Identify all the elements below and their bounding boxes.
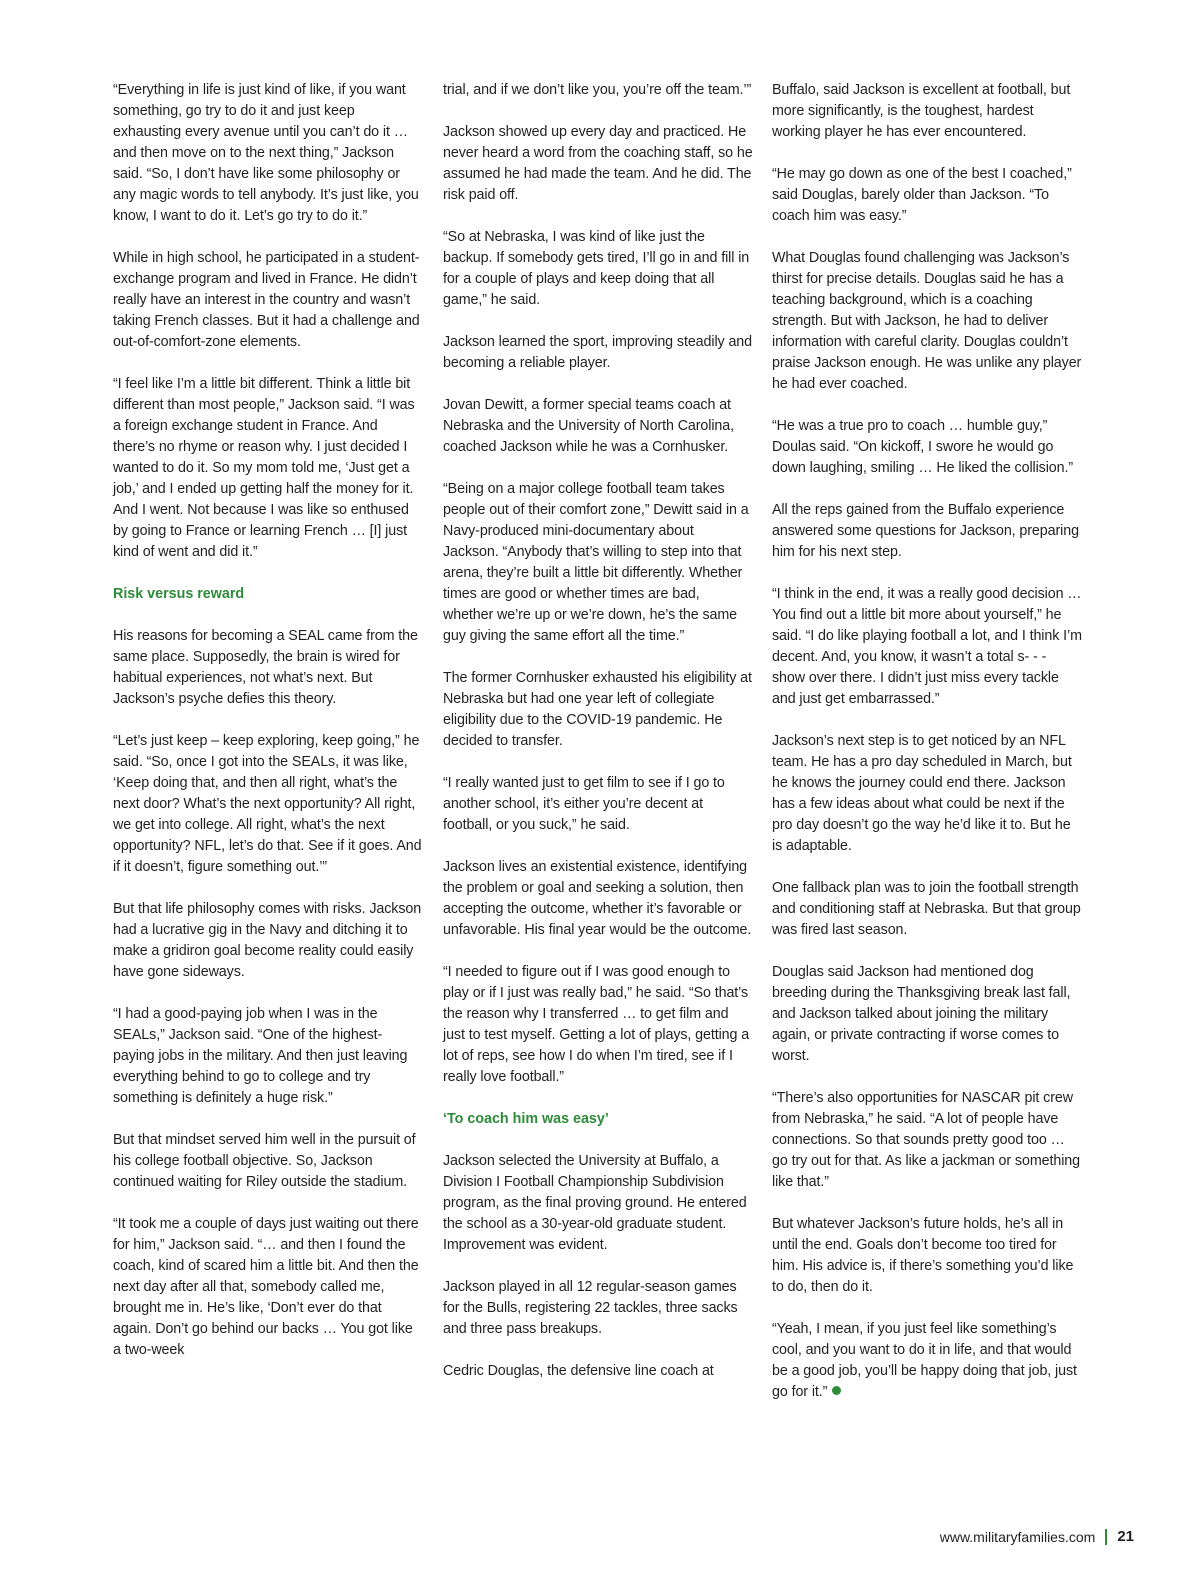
article-column-3 [772, 80, 1082, 1424]
paragraph: “I needed to figure out if I was good enough to play or if I just was really bad,” he said. “So that’s the reason why I transferred … to get film and just to test myself. Getting a lot of plays, getting a lot of reps, see how I do when I’m tired, see if I really love football.” [443, 964, 750, 1085]
paragraph: Cedric Douglas, the defensive line coach at [443, 1363, 714, 1379]
paragraph: Jackson lives an existential existence, identifying the problem or goal and seeking a solution, then accepting the outcome, whether it’s favorable or unfavorable. His final year would be the outcome. [443, 859, 752, 938]
paragraph: “I think in the end, it was a really good decision … You find out a little bit more about yourself,” he said. “I do like playing football a lot, and I think I’m decent. And, you know, it wasn’t a total s- - - show over there. I didn’t just miss every tackle and just get embarrassed.” [772, 586, 1082, 707]
website-link[interactable]: www.militaryfamilies.com [939, 1528, 1096, 1545]
section-heading: ‘To coach him was easy’ [443, 1111, 609, 1127]
page-number: 21 [1117, 1528, 1134, 1545]
paragraph: “I had a good-paying job when I was in the SEALs,” Jackson said. “One of the highest-paying jobs in the military. And then just leaving everything behind to go to college and try something is definitely a huge risk.” [113, 1006, 408, 1106]
paragraph: Jackson showed up every day and practiced. He never heard a word from the coaching staff, so he assumed he had made the team. And he did. The risk paid off. [443, 124, 753, 203]
paragraph: Jackson’s next step is to get noticed by an NFL team. He has a pro day scheduled in March, but he knows the journey could end there. Jackson has a few ideas about what could be next if the pro day doesn’t go the way he’d like it to. But he is adaptable. [772, 733, 1072, 854]
paragraph: Douglas said Jackson had mentioned dog breeding during the Thanksgiving break last fall, and Jackson talked about joining the military again, or private contracting if worse comes to worst. [772, 964, 1071, 1064]
paragraph: But that life philosophy comes with risks. Jackson had a lucrative gig in the Navy and ditching it to make a gridiron goal become reality could easily have gone sideways. [113, 901, 422, 980]
paragraph: The former Cornhusker exhausted his eligibility at Nebraska but had one year left of collegiate eligibility due to the COVID-19 pandemic. He decided to transfer. [443, 670, 752, 749]
page-footer [940, 1528, 1134, 1545]
paragraph: “So at Nebraska, I was kind of like just the backup. If somebody gets tired, I’ll go in and fill in for a couple of plays and keep doing that all game,” he said. [443, 229, 750, 308]
paragraph: Jackson learned the sport, improving steadily and becoming a reliable player. [443, 334, 753, 371]
paragraph: “Let’s just keep – keep exploring, keep going,” he said. “So, once I got into the SEALs, it was like, ‘Keep doing that, and then all right, what’s the next door? What’s the next opportunity? All right, we get into college. All right, what’s the next opportunity? NFL, let’s do that. See if it goes. And if it doesn’t, figure something out.’” [113, 733, 422, 875]
paragraph: All the reps gained from the Buffalo experience answered some questions for Jackson, preparing him for his next step. [772, 502, 1079, 560]
paragraph: “I really wanted just to get film to see if I go to another school, it’s either you’re decent at football, or you suck,” he said. [443, 775, 725, 833]
paragraph: While in high school, he participated in a student-exchange program and lived in France. He didn’t really have an interest in the country and wasn’t taking French classes. But it had a challenge and out-of-comfort-zone elements. [113, 250, 420, 350]
paragraph: “There’s also opportunities for NASCAR pit crew from Nebraska,” he said. “A lot of people have connections. So that sounds pretty good too … go try out for that. As like a jackman or something like that.” [772, 1090, 1080, 1190]
section-heading: Risk versus reward [113, 586, 245, 602]
final-paragraph-text: “Yeah, I mean, if you just feel like something’s cool, and you want to do it in life, and that would be a good job, you’ll be happy doing that job, just go for it.” [772, 1321, 1077, 1400]
footer-divider [1105, 1529, 1107, 1545]
paragraph: But that mindset served him well in the pursuit of his college football objective. So, Jackson continued waiting for Riley outside the stadium. [113, 1132, 416, 1190]
paragraph: “He may go down as one of the best I coached,” said Douglas, barely older than Jackson. “To coach him was easy.” [772, 166, 1072, 224]
paragraph: “It took me a couple of days just waiting out there for him,” Jackson said. “… and then I found the coach, kind of scared him a little bit. And then the next day after all that, somebody called me, brought me in. He’s like, ‘Don’t ever do that again. Don’t go behind our backs … You got like a two-week [113, 1216, 419, 1358]
paragraph: What Douglas found challenging was Jackson’s thirst for precise details. Douglas said he has a teaching background, which is a coaching strength. But with Jackson, he had to deliver information with careful clarity. Douglas couldn’t praise Jackson enough. He was unlike any player he had ever coached. [772, 250, 1082, 392]
final-paragraph [772, 1319, 1082, 1403]
paragraph: Jackson played in all 12 regular-season games for the Bulls, registering 22 tackles, three sacks and three pass breakups. [443, 1279, 738, 1337]
paragraph: One fallback plan was to join the football strength and conditioning staff at Nebraska. But that group was fired last season. [772, 880, 1081, 938]
paragraph: Jovan Dewitt, a former special teams coach at Nebraska and the University of North Carolina, coached Jackson while he was a Cornhusker. [443, 397, 735, 455]
paragraph: “I feel like I’m a little bit different. Think a little bit different than most people,” Jackson said. “I was a foreign exchange student in France. And there’s no rhyme or reason why. I just decided I wanted to do it. So my mom told me, ‘Just get a job,’ and I ended up getting half the money for it. And I went. Not because I was like so enthused by going to France or learning French … [I] just kind of went and did it.” [113, 376, 415, 560]
paragraph: His reasons for becoming a SEAL came from the same place. Supposedly, the brain is wired for habitual experiences, not what’s next. But Jackson’s psyche defies this theory. [113, 628, 418, 707]
paragraph: “He was a true pro to coach … humble guy,” Doulas said. “On kickoff, I swore he would go down laughing, smiling … He liked the collision.” [772, 418, 1074, 476]
paragraph: But whatever Jackson’s future holds, he’s all in until the end. Goals don’t become too tired for him. His advice is, if there’s something you’d like to do, then do it. [772, 1216, 1074, 1295]
paragraph: “Everything in life is just kind of like, if you want something, go try to do it and just keep exhausting every avenue until you can’t do it … and then move on to the next thing,” Jackson said. “So, I don’t have like some philosophy or any magic words to tell anybody. It’s just like, you know, I want to do it. Let’s go try to do it.” [113, 82, 419, 224]
article-column-1 [113, 80, 423, 1382]
paragraph: Jackson selected the University at Buffalo, a Division I Football Championship Subdivision program, as the final proving ground. He entered the school as a 30-year-old graduate student. Improvement was evident. [443, 1153, 747, 1253]
end-mark-dot-icon [832, 1386, 841, 1395]
paragraph: Buffalo, said Jackson is excellent at football, but more significantly, is the toughest, hardest working player he has ever encountered. [772, 82, 1071, 140]
paragraph: “Being on a major college football team takes people out of their comfort zone,” Dewitt said in a Navy-produced mini-documentary about Jackson. “Anybody that’s willing to step into that arena, they’re built a little bit differently. Whether times are good or whether times are bad, whether we’re up or we’re down, he’s the same guy giving the same effort all the time.” [443, 481, 749, 644]
article-column-2 [443, 80, 753, 1403]
paragraph: trial, and if we don’t like you, you’re off the team.’” [443, 82, 752, 98]
